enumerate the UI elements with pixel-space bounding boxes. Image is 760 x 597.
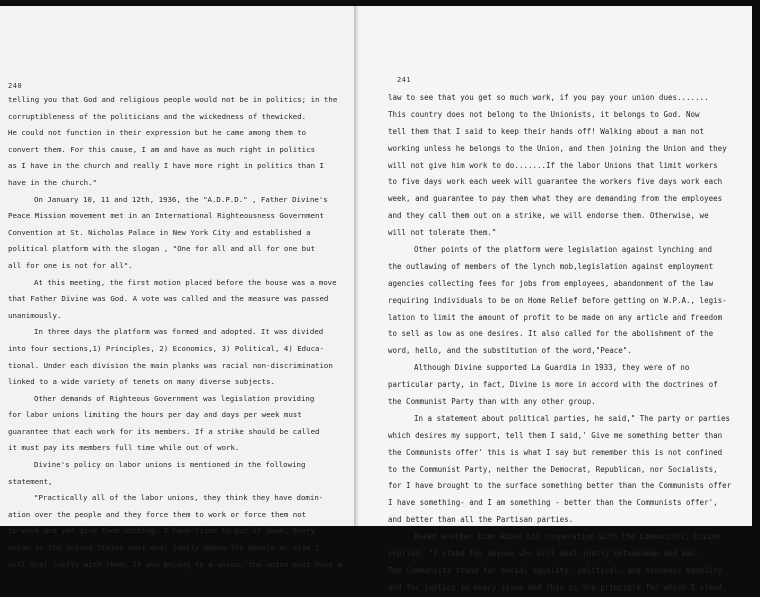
- text-line: week, and guarantee to pay them what they are demanding from the employees: [388, 194, 723, 204]
- text-line: telling you that God and religious people would not be in politics; in the: [8, 95, 338, 104]
- text-line: political platform with the slogan , "One for all and all for one but: [8, 244, 316, 254]
- text-line: will deal justly with them. If you belong to a union, the union must have a: [8, 559, 342, 569]
- text-line: "Practically all of the labor unions, they think they have domin-: [34, 493, 324, 503]
- text-line: agencies collecting fees for jobs from employees, abandonment of the law: [388, 278, 714, 288]
- text-line: Other points of the platform were legislation against lynching and: [414, 245, 713, 255]
- text-line: corruptibleness of the politicians and the wickedness of thewicked.: [8, 111, 307, 121]
- text-line: The Communists stand for social equality, political, and economic equality: [388, 565, 723, 575]
- text-line: and for justice in every issue and this is the principle for which I stand.: [388, 582, 727, 592]
- text-line: He could not function in their expression but he came among them to: [8, 128, 307, 138]
- text-line: to sell as low as one desires. It also called for the abolishment of the: [388, 329, 714, 339]
- text-line: and they call them out on a strike, we will endorse them. Otherwise, we: [388, 211, 709, 221]
- text-line: Although Divine supported La Guardia in 1933, they were of no: [414, 363, 690, 373]
- text-line: will not give him work to do.......If the labor Unions that limit workers: [388, 160, 718, 170]
- text-line: In a statement about political parties, he said," The party or parties: [414, 413, 731, 423]
- text-line: unanimously.: [8, 310, 62, 320]
- text-line: tional. Under each division the main planks was racial non-discrimination: [8, 360, 333, 370]
- text-line: union in the United States must deal justly among the people or else I: [8, 543, 320, 553]
- text-line: will not tolerate them.": [388, 228, 497, 238]
- text-line: the Communists offer' this is what I say but remember this is not confined: [388, 447, 723, 457]
- text-line: which desires my support, tell them I said,' Give me something better than: [388, 430, 723, 440]
- text-line: to five days work each week will guarantee the workers five days work each: [388, 177, 723, 187]
- text-line: the outlawing of members of the lynch mob,legislation against employment: [388, 261, 714, 271]
- text-line: In three days the platform was formed and adopted. It was divided: [34, 327, 324, 337]
- text-line: particular party, in fact, Divine is more in accord with the doctrines of: [388, 380, 718, 390]
- text-line: for I have brought to the surface something better than the Communists offer: [388, 481, 732, 491]
- text-line: Divine's policy on labor unions is mentioned in the following: [34, 460, 306, 470]
- text-line: word, hello, and the substitution of the word,"Peace".: [388, 346, 632, 356]
- text-line: On January 10, 11 and 12th, 1936, the "A.D.P.D." , Father Divine's: [34, 194, 328, 204]
- left-page-number: 240: [8, 82, 23, 90]
- text-line: linked to a wide variety of tenets on many diverse subjects.: [8, 377, 275, 387]
- text-line: requiring individuals to be on Home Relief before getting on W.P.A., legis-: [388, 295, 727, 305]
- text-line: into four sections,1) Principles, 2) Economics, 3) Political, 4) Educa-: [8, 343, 324, 353]
- right-page-number: 241: [397, 76, 412, 84]
- text-line: statement,: [8, 476, 53, 486]
- text-line: to work and yet give them nothing. I have risen to put it down. Every: [8, 526, 316, 536]
- text-line: all for one is not for all".: [8, 260, 133, 270]
- text-line: as I have in the church and really I have more right in politics than I: [8, 161, 324, 171]
- text-line: and better than all the Partisan parties.: [388, 515, 574, 525]
- text-line: guarantee that each work for its members. If a strike should be called: [8, 426, 320, 436]
- text-line: ation over the people and they force them to work or force them not: [8, 509, 307, 519]
- text-line: replied, "I stand for anyone who will deal justly betweenman and man.: [388, 549, 700, 559]
- text-line: working unless he belongs to the Union, and then joining the Union and they: [388, 143, 727, 153]
- text-line: I have something- and I am something - better than the Communists offer',: [388, 498, 718, 508]
- left-page: [0, 6, 356, 569]
- text-line: Asked another time about his cooperation with the Communists, Divine: [414, 532, 722, 542]
- text-line: that Father Divine was God. A vote was called and the measure was passed: [8, 294, 329, 304]
- text-line: Peace Mission movement met in an International Righteousness Government: [8, 211, 324, 221]
- text-line: Convention at St. Nicholas Palace in New York City and established a: [8, 227, 311, 237]
- text-line: law to see that you get so much work, if you pay your union dues.......: [388, 93, 709, 102]
- right-page: [360, 6, 752, 592]
- text-line: This country does not belong to the Unionists, it belongs to God. Now: [388, 109, 700, 119]
- text-line: lation to limit the amount of profit to be made on any article and freedom: [388, 312, 723, 322]
- text-line: it must pay its members full time while out of work.: [8, 443, 240, 453]
- right-page-text: [388, 90, 750, 597]
- text-line: At this meeting, the first motion placed before the house was a move: [34, 277, 337, 287]
- text-line: to the Communist Party, neither the Democrat, Republican, nor Socialists,: [388, 464, 718, 474]
- text-line: the Communist Party than with any other group.: [388, 397, 596, 407]
- text-line: Other demands of Righteous Government was legislation providing: [34, 393, 315, 403]
- text-line: have in the church.": [8, 177, 97, 187]
- text-line: tell them that I said to keep their hands off! Walking about a man not: [388, 126, 705, 136]
- left-page-text: [8, 92, 348, 573]
- text-line: convert them. For this cause, I am and have as much right in politics: [8, 144, 316, 154]
- text-line: for labor unions limiting the hours per day and days per week must: [8, 410, 302, 420]
